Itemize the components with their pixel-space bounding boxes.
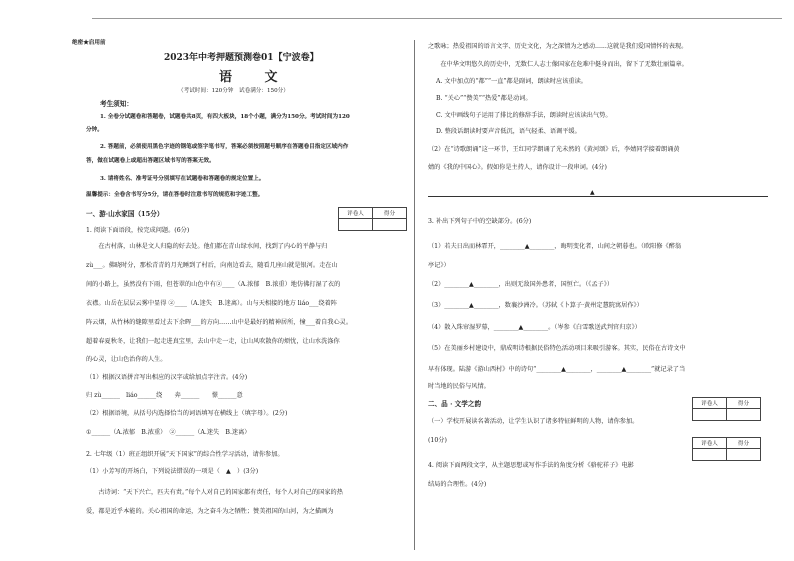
exam-info: （考试时间：120分钟 试卷满分：150分） (178, 88, 289, 94)
reviewer-cell[interactable] (339, 219, 373, 231)
fill-line-4[interactable]: （4）散入珠帘湿罗幕，________▲________。（岑参《白雪歌送武判官归京》） (428, 324, 641, 331)
note-4: 温馨提示：全卷含书写分5分，请在答卷时注意书写的规范和字迹工整。 (86, 192, 264, 198)
section1-heading: 一、游·山水家国（15分） (86, 210, 164, 218)
reviewer-label: 评卷人 (693, 398, 727, 409)
q1-sub1: （1）根据汉语拼音写出相应的汉字或给加点字注音。(4分) (86, 374, 248, 381)
column-divider (414, 40, 415, 550)
right-para-line: 之歌咏；热爱祖国的语言文字、历史文化，为之深情为之感动......这就是我们爱国情怀的表现。 (428, 43, 688, 50)
q2-intro: 2. 七年级（1）班正组织开展“天下国家”的综合性学习活动，请你参加。 (86, 451, 284, 458)
q3-intro: 3. 补出下列句子中的空缺部分。(6分) (428, 218, 532, 225)
q4-line: 结局的合理性。(4分) (428, 481, 487, 488)
exam-title: 2023年中考押题预测卷01【宁波卷】 (164, 53, 319, 63)
q2-sub2-line: （2）在“诗歌朗诵”这一环节，王红同学朗诵了光未然的《黄河颂》后，李婧同学接着朗诵黄 (428, 146, 680, 153)
section2-score: (10分) (428, 437, 447, 444)
q2-sub2-line: 婧的《我的中国心》。假如你是主持人，请你设计一段串词。(4分) (428, 164, 607, 171)
note-2a: 2. 答题前，必须使用黑色字迹的钢笔或签字笔书写，答案必须按照题号顺序在答题卷目指定区域内作 (100, 144, 349, 150)
q2-para-line: 爱，都是近乎本能的。关心祖国的命运，为之奋斗为之牺牲；赞美祖国的山河，为之描画为 (86, 508, 334, 515)
q1-para-line: 超着春夏秋冬，让我们一起走进真宝里，去山中走一走，让山风吹散你的烦忧，让山水洗涤你 (86, 338, 340, 345)
note-2b: 答，做在试题卷上或超出答题区域书写的答案无效。 (86, 158, 215, 164)
score-box-2 (692, 397, 761, 421)
score-label: 得分 (373, 208, 407, 219)
option-a[interactable]: A. 文中加点的“都”“一直”都是副词，朗读时应该重读。 (436, 78, 587, 85)
q1-para-line: 阵云烟，从竹林的缝隙里看过去下余晖___的方向……山中是最好的精神居所，憧___着自我心灵。 (86, 319, 353, 326)
q1-para-line: 间的小路上，虽然没有下雨，但苍翠的山色中有②____（A.浓郁 B.浓重）地仿佛打湿了衣的 (86, 281, 341, 288)
top-rule (92, 18, 782, 19)
option-b[interactable]: B. “关心”“赞美”“热爱”都是动词。 (436, 95, 532, 102)
right-para-line: 在中华文明悠久的历史中，无数仁人志士像国家在危难中挺身而出，留下了无数壮丽篇章。 (428, 61, 688, 68)
section2-heading: 二、品 · 文学之韵 (428, 400, 482, 408)
q1-para-line: 的心灵，让山色治你的人生。 (86, 356, 167, 363)
notes-heading: 考生须知： (100, 100, 133, 108)
confidential-stamp: 绝密★启用前 (72, 40, 106, 46)
score-cell[interactable] (727, 409, 761, 421)
blank-triangle-icon: ▲ (590, 189, 595, 196)
subject-title: 语 文 (219, 70, 292, 85)
q1-para-line: 衣襟。山岳在层层云雾中显得 ②____（A.迷失 B.迷离）。山与天相接的地方 liáo___绕着阵 (86, 300, 337, 307)
q2-sub1: （1）小芳写的开场白，下列说法错误的一项是（ ▲ ）(3分) (86, 468, 259, 475)
q1-sub1-answers[interactable]: 归 zù______ liáo______绕 奔______ 憬______意 (86, 392, 243, 399)
q2-para-line: 古诗词：“天下兴亡，匹夫有责。”每个人对自己的国家都有责任，每个人对自己的国家的热 (86, 489, 343, 496)
reviewer-cell[interactable] (693, 449, 727, 461)
section2-intro: （一）学校开展读名著活动，让学生认识了诸多特征鲜明的人物，请你参加。 (428, 418, 639, 425)
note-3: 3. 请将姓名、准考证号分别填写在试题卷和答题卷的规定位置上。 (100, 176, 265, 182)
answer-line[interactable] (428, 196, 768, 197)
option-d[interactable]: D. 整段话朗读时要声音低沉，语气轻柔、语调平缓。 (436, 128, 581, 135)
fill-line-5a: （5）在美丽乡村建设中，鼎成明诗根据民俗特色活动项目来吸引游客。其实，民俗在古诗文中 (428, 345, 686, 352)
score-cell[interactable] (727, 449, 761, 461)
fill-line-1b: 亭记》） (428, 262, 450, 269)
score-label: 得分 (727, 438, 761, 449)
fill-line-1[interactable]: （1）若夫日出而林霏开，________▲________，晦明变化者，山间之朝暮也。（欧阳修《醉翁 (428, 243, 682, 250)
score-cell[interactable] (373, 219, 407, 231)
score-box-1 (338, 207, 407, 231)
q1-sub2-answers[interactable]: ①______（A.浓郁 B.浓重） ②______（A.迷失 B.迷离） (86, 429, 251, 436)
fill-line-5b[interactable]: 早有体现。陆游《游山西村》中的诗句“________▲________，________▲________”就记录了当 (428, 366, 686, 373)
note-1b: 分钟。 (86, 127, 103, 133)
option-c[interactable]: C. 文中画线句子运用了排比的修辞手法，朗读时应该读出气势。 (436, 112, 612, 119)
q1-para-line: zù___。佛晓时分，那松青青的月光睡到了村后，向南边看去，随看几座山就是银河。走在山 (86, 262, 338, 269)
note-1a: 1. 全卷分试题卷和答题卷，试题卷共8页，有四大板块，18个小题，满分为150分。考试时间为120 (100, 114, 350, 120)
q1-para-line: 在古村落，山林是文人归隐的好去处。他们都在青山绿水间，找到了内心的平静与归 (86, 243, 328, 250)
reviewer-label: 评卷人 (339, 208, 373, 219)
score-box-3 (692, 437, 761, 461)
fill-line-2[interactable]: （2）________▲________，出则无敌国外患者，国恒亡。（《孟子》） (428, 281, 614, 288)
fill-line-5c: 时当地的民俗与风情。 (428, 383, 490, 390)
score-label: 得分 (727, 398, 761, 409)
reviewer-label: 评卷人 (693, 438, 727, 449)
reviewer-cell[interactable] (693, 409, 727, 421)
q1-intro: 1. 阅读下面语段，按完成问题。(6分) (86, 227, 190, 234)
q4-line: 4. 阅读下面两段文字，从主题思想或写作手法的角度分析《骆驼祥子》电影 (428, 462, 634, 469)
fill-line-3[interactable]: （3）________▲________，数襄沙洲冷。（苏轼《卜算子·黄州定慧院寓居作》） (428, 302, 643, 309)
q1-sub2: （2）根据语境，从括号内选择恰当的词语填写在横线上（填字母）。(2分) (86, 410, 288, 417)
